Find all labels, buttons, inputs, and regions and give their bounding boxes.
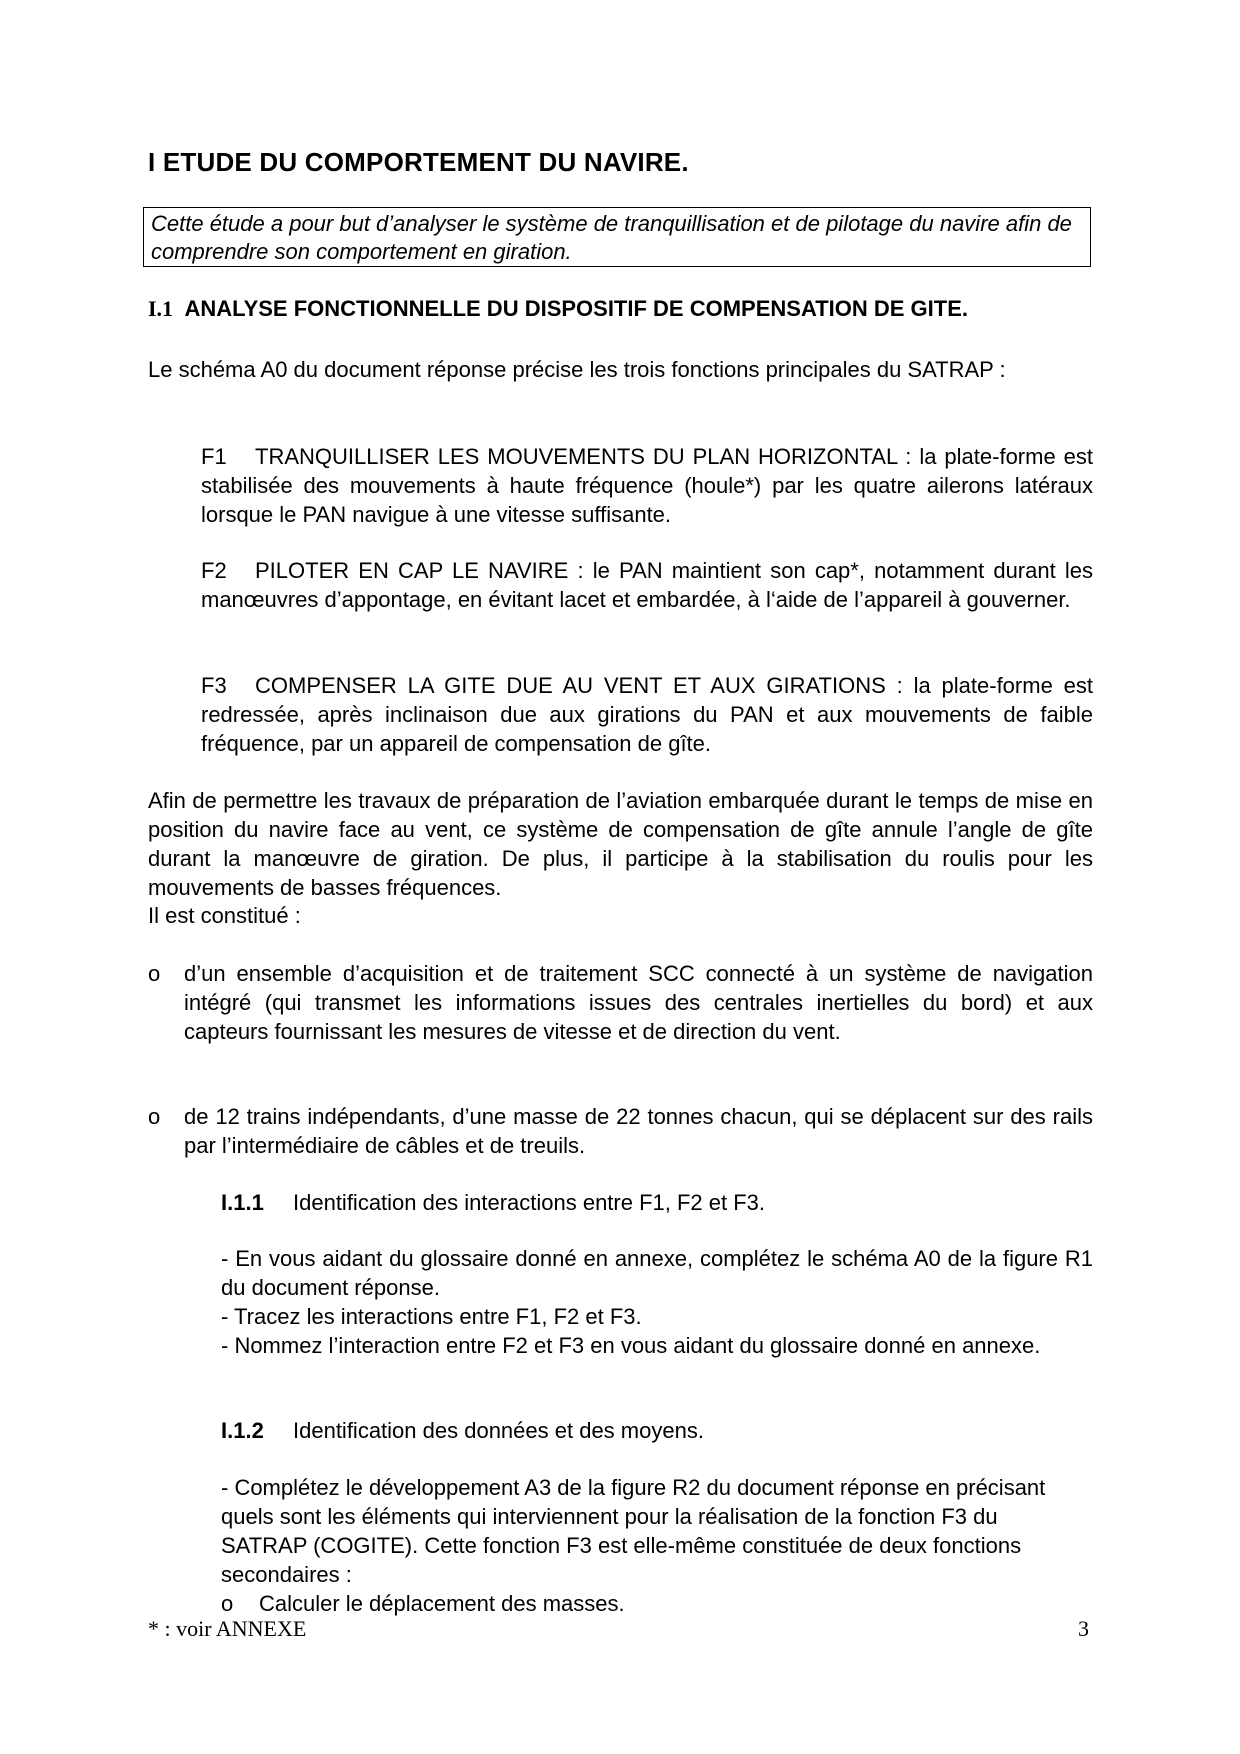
question-title: Identification des interactions entre F1, F2 et F3. [293, 1190, 766, 1215]
sub-item-text: Calculer le déplacement des masses. [259, 1591, 625, 1616]
section-number: I.1 [148, 296, 174, 321]
function-label: F2 [201, 558, 227, 583]
instruction-line: - Complétez le développement A3 de la figure R2 du document réponse en précisant quels sont les éléments qui interviennent pour la réalisation de la fonction F3 du SATRAP (COGITE). Cette fonction F3 est elle-même constituée de deux fonctions secondaires : [221, 1475, 1046, 1587]
function-text: COMPENSER LA GITE DUE AU VENT ET AUX GIRATIONS : la plate-forme est redressée, après inclinaison due aux girations du PAN et aux mouvements de faible fréquence, par un appareil de compensation de gîte. [201, 673, 1093, 756]
bullet-mark: o [148, 1104, 161, 1129]
page-number: 3 [1078, 1616, 1089, 1641]
paragraph-afin: Afin de permettre les travaux de préparation de l’aviation embarquée durant le temps de mise en position du navire face au vent, ce système de compensation de gîte annule l’angle de gîte durant la manœuvre de giration. De plus, il participe à la stabilisation du roulis pour les mouvements de basses fréquences. [148, 788, 1093, 900]
section-heading [148, 296, 968, 322]
function-f3 [201, 671, 1093, 758]
intro-box: Cette étude a pour but d’analyser le système de tranquillisation et de pilotage du navire afin de comprendre son comportement en giration. [143, 207, 1091, 267]
function-label: F3 [201, 673, 227, 698]
bullet-mark: o [221, 1591, 234, 1616]
question-heading-1-1-1 [221, 1188, 765, 1217]
instruction-line: - En vous aidant du glossaire donné en annexe, complétez le schéma A0 de la figure R1 du document réponse. [221, 1246, 1093, 1300]
function-f2 [201, 556, 1093, 614]
section-title: ANALYSE FONCTIONNELLE DU DISPOSITIF DE COMPENSATION DE GITE. [184, 296, 968, 321]
function-f1 [201, 442, 1093, 529]
schema-intro: Le schéma A0 du document réponse précise les trois fonctions principales du SATRAP : [148, 357, 1006, 382]
footer-note: * : voir ANNEXE [148, 1616, 307, 1641]
question-title: Identification des données et des moyens. [293, 1418, 704, 1443]
list-item [148, 1102, 1093, 1160]
sub-item [221, 1589, 625, 1618]
bullet-text: de 12 trains indépendants, d’une masse de 22 tonnes chacun, qui se déplacent sur des rails par l’intermédiaire de câbles et de treuils. [184, 1104, 1093, 1158]
question-number: I.1.2 [221, 1418, 264, 1443]
bullet-text: d’un ensemble d’acquisition et de traitement SCC connecté à un système de navigation intégré (qui transmet les informations issues des centrales inertielles du bord) et aux capteurs fournissant les mesures de vitesse et de direction du vent. [184, 961, 1093, 1044]
instruction-line: - Tracez les interactions entre F1, F2 et F3. [221, 1304, 642, 1329]
list-item [148, 959, 1093, 1046]
instruction-line: - Nommez l’interaction entre F2 et F3 en vous aidant du glossaire donné en annexe. [221, 1333, 1041, 1358]
function-label: F1 [201, 444, 227, 469]
question-number: I.1.1 [221, 1190, 264, 1215]
question-heading-1-1-2 [221, 1416, 704, 1445]
function-text: PILOTER EN CAP LE NAVIRE : le PAN maintient son cap*, notamment durant les manœuvres d’appontage, en évitant lacet et embardée, à l‘aide de l’appareil à gouverner. [201, 558, 1093, 612]
bullet-mark: o [148, 961, 161, 986]
function-text: TRANQUILLISER LES MOUVEMENTS DU PLAN HORIZONTAL : la plate-forme est stabilisée des mouvements à haute fréquence (houle*) par les quatre ailerons latéraux lorsque le PAN navigue à une vitesse suffisante. [201, 444, 1093, 527]
page-title: I ETUDE DU COMPORTEMENT DU NAVIRE. [148, 147, 689, 177]
constituted-label: Il est constitué : [148, 903, 301, 928]
